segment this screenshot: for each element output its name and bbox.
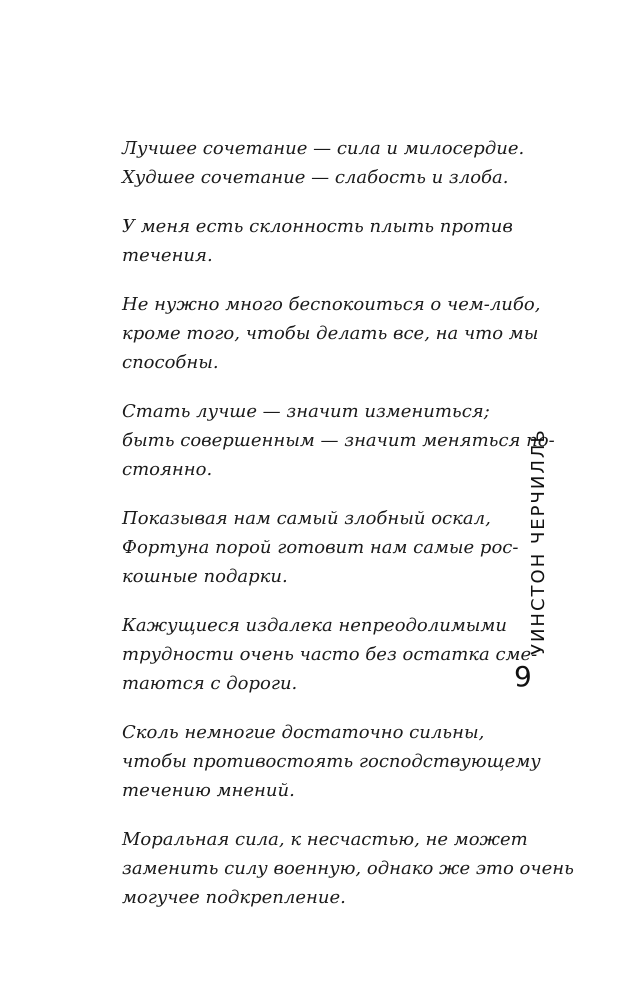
quote-line: быть совершенным — значит меняться по- [122, 430, 555, 451]
quote-paragraph [122, 825, 574, 912]
quote-paragraph [122, 134, 525, 192]
quote-line: течению мнений. [122, 780, 295, 801]
quote-line: Показывая нам самый злобный оскал, [122, 508, 491, 529]
quote-paragraph [122, 290, 541, 377]
quote-line: Не нужно много беспокоиться о чем-либо, [122, 294, 541, 315]
quote-line: Кажущиеся издалека непреодолимыми [122, 615, 507, 636]
quote-line: Стать лучше — значит измениться; [122, 401, 490, 422]
quote-line: Сколь немногие достаточно сильны, [122, 722, 485, 743]
quote-line: течения. [122, 245, 213, 266]
quote-paragraph [122, 718, 541, 805]
quote-line: стоянно. [122, 459, 213, 480]
running-head-author: УИНСТОН ЧЕРЧИЛЛЬ [528, 428, 549, 655]
quote-line: Худшее сочетание — слабость и злоба. [122, 167, 509, 188]
quote-line: способны. [122, 352, 219, 373]
quote-line: кроме того, чтобы делать все, на что мы [122, 323, 539, 344]
quote-line: кошные подарки. [122, 566, 288, 587]
quote-paragraph [122, 397, 555, 484]
quote-line: трудности очень часто без остатка сме- [122, 644, 538, 665]
quote-paragraph [122, 212, 513, 270]
page-number: 9 [514, 660, 532, 693]
quote-line: У меня есть склонность плыть против [122, 216, 513, 237]
quote-line: заменить силу военную, однако же это очень [122, 858, 574, 879]
quote-line: чтобы противостоять господствующему [122, 751, 541, 772]
quote-line: могучее подкрепление. [122, 887, 346, 908]
quote-line: таются с дороги. [122, 673, 298, 694]
quote-line: Лучшее сочетание — сила и милосердие. [122, 138, 525, 159]
quote-paragraph [122, 611, 538, 698]
quote-line: Фортуна порой готовит нам самые рос- [122, 537, 519, 558]
quote-line: Моральная сила, к несчастью, не может [122, 829, 528, 850]
quote-paragraph [122, 504, 519, 591]
